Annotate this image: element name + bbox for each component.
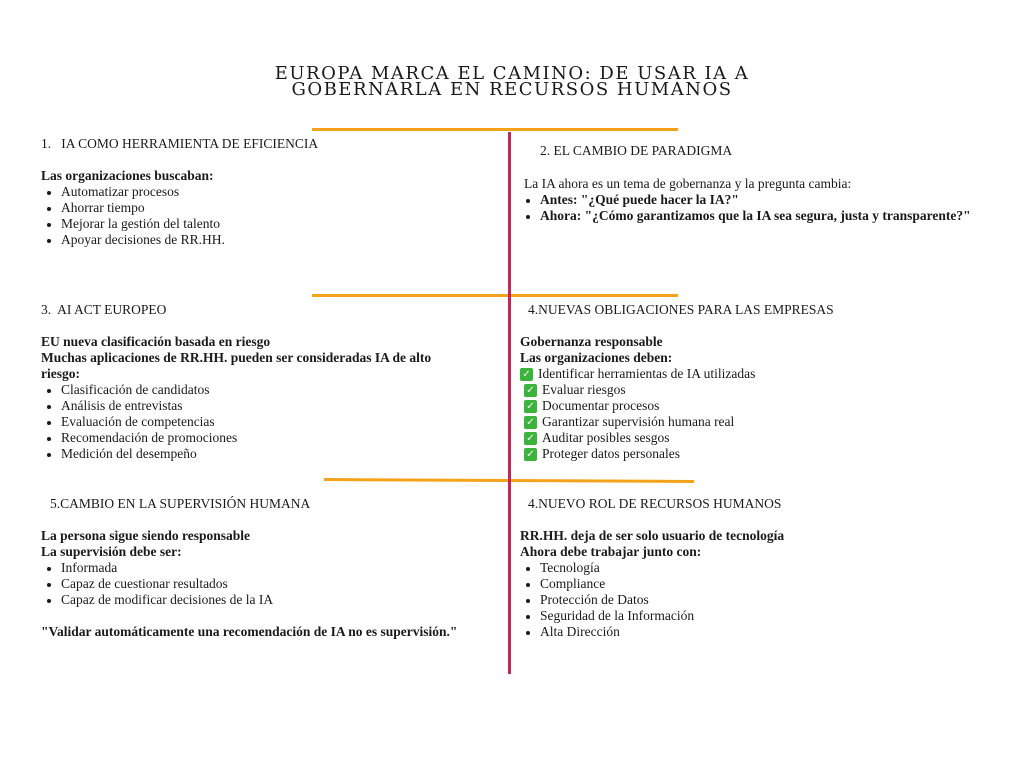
checklist-item (520, 382, 834, 398)
checklist-item (520, 366, 834, 382)
orange-divider-middle (312, 294, 678, 297)
list-item: Capaz de modificar decisiones de la IA (41, 592, 457, 608)
section-1-intro: Las organizaciones buscaban: (41, 168, 214, 183)
section-6-line-2: Ahora debe trabajar junto con: (520, 544, 702, 559)
section-3-line-1: EU nueva clasificación basada en riesgo (41, 334, 271, 349)
list-item: Medición del desempeño (41, 446, 431, 462)
check-mark-icon: ✓ (524, 416, 537, 429)
section-4-checklist (520, 366, 834, 462)
section-supervision-humana (41, 496, 457, 640)
section-4-line-2: Las organizaciones deben: (520, 350, 673, 365)
list-item: Informada (41, 560, 457, 576)
section-4-line-1: Gobernanza responsable (520, 334, 663, 349)
section-4-heading: 4.NUEVAS OBLIGACIONES PARA LAS EMPRESAS (528, 302, 834, 317)
page-title (0, 63, 1024, 100)
check-mark-icon: ✓ (524, 432, 537, 445)
section-5-quote: "Validar automáticamente una recomendación de IA no es supervisión." (41, 624, 458, 639)
list-item: Compliance (520, 576, 784, 592)
orange-divider-top (312, 128, 678, 131)
section-5-line-2: La supervisión debe ser: (41, 544, 182, 559)
list-item: Mejorar la gestión del talento (41, 216, 318, 232)
section-3-line-3: riesgo: (41, 366, 80, 381)
section-2-intro: La IA ahora es un tema de gobernanza y la pregunta cambia: (524, 176, 852, 191)
section-3-list (41, 382, 431, 462)
checklist-item (520, 398, 834, 414)
list-item: Tecnología (520, 560, 784, 576)
checklist-item-label: Proteger datos personales (542, 446, 680, 461)
check-mark-icon: ✓ (524, 400, 537, 413)
section-5-list (41, 560, 457, 608)
title-line-1: EUROPA MARCA EL CAMINO: DE USAR IA A (274, 63, 750, 84)
section-3-heading: 3. AI ACT EUROPEO (41, 302, 167, 317)
list-item: Ahorrar tiempo (41, 200, 318, 216)
list-item: Automatizar procesos (41, 184, 318, 200)
section-6-list (520, 560, 784, 640)
list-item: Evaluación de competencias (41, 414, 431, 430)
check-mark-icon: ✓ (520, 368, 533, 381)
section-5-line-1: La persona sigue siendo responsable (41, 528, 251, 543)
section-5-heading: 5.CAMBIO EN LA SUPERVISIÓN HUMANA (50, 496, 311, 511)
list-item: Recomendación de promociones (41, 430, 431, 446)
list-item: Ahora: "¿Cómo garantizamos que la IA sea segura, justa y transparente?" (520, 208, 971, 224)
checklist-item-label: Evaluar riesgos (542, 382, 626, 397)
checklist-item-label: Auditar posibles sesgos (542, 430, 670, 445)
section-3-line-2: Muchas aplicaciones de RR.HH. pueden ser consideradas IA de alto (41, 350, 432, 365)
section-nuevas-obligaciones (520, 302, 834, 462)
checklist-item (520, 414, 834, 430)
list-item: Apoyar decisiones de RR.HH. (41, 232, 318, 248)
title-line-2: GOBERNARLA EN RECURSOS HUMANOS (291, 79, 733, 100)
center-vertical-divider (508, 132, 511, 674)
list-item: Capaz de cuestionar resultados (41, 576, 457, 592)
list-item: Clasificación de candidatos (41, 382, 431, 398)
checklist-item (520, 430, 834, 446)
list-item: Protección de Datos (520, 592, 784, 608)
list-item: Antes: "¿Qué puede hacer la IA?" (520, 192, 971, 208)
section-2-heading: 2. EL CAMBIO DE PARADIGMA (540, 143, 733, 158)
section-nuevo-rol-rrhh (520, 496, 784, 640)
section-1-heading: 1. IA COMO HERRAMIENTA DE EFICIENCIA (41, 136, 319, 151)
section-6-line-1: RR.HH. deja de ser solo usuario de tecnología (520, 528, 785, 543)
list-item: Seguridad de la Información (520, 608, 784, 624)
list-item: Alta Dirección (520, 624, 784, 640)
checklist-item-label: Garantizar supervisión humana real (542, 414, 735, 429)
check-mark-icon: ✓ (524, 384, 537, 397)
checklist-item-label: Identificar herramientas de IA utilizadas (538, 366, 756, 381)
section-ia-eficiencia (41, 136, 318, 248)
checklist-item-label: Documentar procesos (542, 398, 660, 413)
section-ai-act (41, 302, 431, 462)
check-mark-icon: ✓ (524, 448, 537, 461)
checklist-item (520, 446, 834, 462)
section-6-heading: 4.NUEVO ROL DE RECURSOS HUMANOS (528, 496, 782, 511)
section-1-list (41, 184, 318, 248)
list-item: Análisis de entrevistas (41, 398, 431, 414)
section-2-list (520, 192, 971, 224)
section-cambio-paradigma (520, 143, 971, 224)
